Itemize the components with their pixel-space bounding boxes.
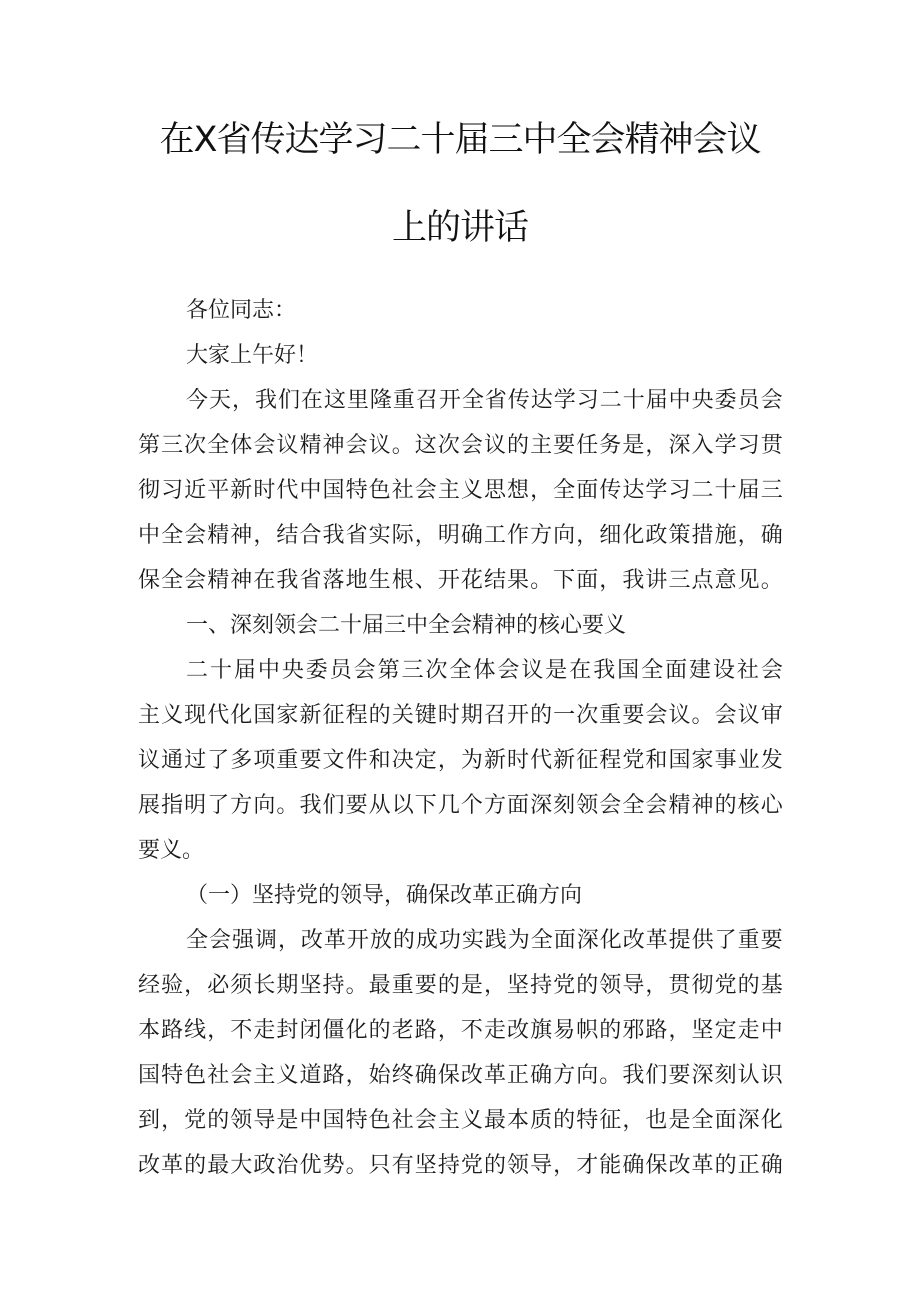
paragraph-line: 全 会 强 调 ， 改 革 开 放 的 成 功 实 践 为 全 面 深 化 改 革 提 供 了 重 要 — [186, 928, 783, 953]
paragraph-line: 主 义 现 代 化 国 家 新 征 程 的 关 键 时 期 召 开 的 一 次 重 要 会 议 。 会 议 审 — [138, 703, 783, 728]
paragraph-line: 彻 习 近 平 新 时 代 中 国 特 色 社 会 主 义 思 想 ， 全 面 传 达 学 习 二 十 届 三 — [138, 478, 783, 503]
paragraph-line: 今 天 ， 我 们 在 这 里 隆 重 召 开 全 省 传 达 学 习 二 十 届 中 央 委 员 会 — [186, 388, 783, 413]
paragraph-line: 展 指 明 了 方 向 。 我 们 要 从 以 下 几 个 方 面 深 刻 领 会 全 会 精 神 的 核 心 — [138, 793, 783, 818]
paragraph-line: 要义。 — [138, 838, 205, 863]
paragraph-line: 中 全 会 精 神 ， 结 合 我 省 实 际 ， 明 确 工 作 方 向 ， 细 化 政 策 措 施 ， 确 — [138, 523, 783, 548]
document-title-line2: 上的讲话 — [391, 208, 528, 248]
salutation: 各位同志： — [186, 298, 297, 323]
paragraph-line: 本 路 线 ， 不 走 封 闭 僵 化 的 老 路 ， 不 走 改 旗 易 帜 的 邪 路 ， 坚 定 走 中 — [138, 1018, 783, 1043]
paragraph-line: 议 通 过 了 多 项 重 要 文 件 和 决 定 ， 为 新 时 代 新 征 程 党 和 国 家 事 业 发 — [138, 748, 783, 773]
subsection-heading: （一）坚持党的领导，确保改革正确方向 — [186, 883, 583, 908]
paragraph-line: 第 三 次 全 体 会 议 精 神 会 议 。 这 次 会 议 的 主 要 任 务 是 ， 深 入 学 习 贯 — [138, 433, 783, 458]
paragraph-line: 二 十 届 中 央 委 员 会 第 三 次 全 体 会 议 是 在 我 国 全 面 建 设 社 会 — [186, 658, 783, 683]
paragraph-line: 经 验 ， 必 须 长 期 坚 持 。 最 重 要 的 是 ， 坚 持 党 的 领 导 ， 贯 彻 党 的 基 — [138, 973, 783, 998]
section-heading: 一、深刻领会二十届三中全会精神的核心要义 — [186, 613, 627, 638]
document-title-line1: 在X省传达学习二十届三中全会精神会议 — [159, 120, 761, 160]
paragraph-line: 国 特 色 社 会 主 义 道 路 ， 始 终 确 保 改 革 正 确 方 向 。 我 们 要 深 刻 认 识 — [138, 1063, 783, 1088]
greeting: 大家上午好！ — [186, 343, 319, 368]
paragraph-line: 保 全 会 精 神 在 我 省 落 地 生 根 、 开 花 结 果 。 下 面 ， 我 讲 三 点 意 见 。 — [138, 568, 783, 593]
paragraph-line: 到 ， 党 的 领 导 是 中 国 特 色 社 会 主 义 最 本 质 的 特 征 ， 也 是 全 面 深 化 — [138, 1108, 783, 1133]
paragraph-line: 改 革 的 最 大 政 治 优 势 。 只 有 坚 持 党 的 领 导 ， 才 能 确 保 改 革 的 正 确 — [138, 1153, 783, 1178]
